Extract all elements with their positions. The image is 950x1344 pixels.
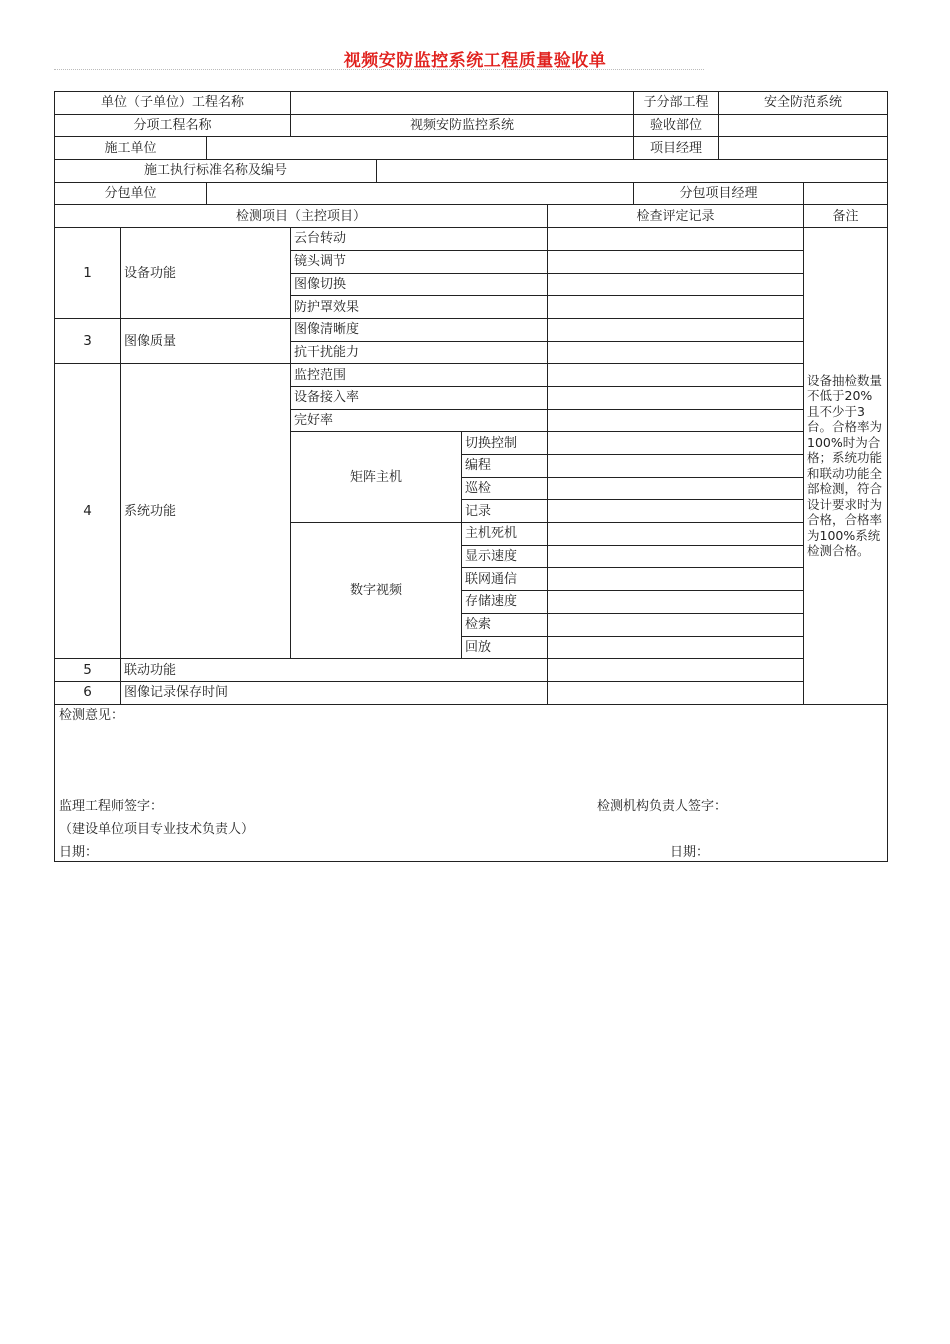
opinion-section[interactable]: [55, 704, 888, 861]
record-cell[interactable]: [548, 250, 804, 273]
project-manager-label: 项目经理: [634, 137, 719, 160]
header-row-standard: [55, 160, 888, 183]
group-name: 图像记录保存时间: [121, 681, 548, 704]
group-number: 1: [55, 228, 121, 319]
supervisor-sign-label: 监理工程师签字：: [59, 798, 164, 814]
item-label: 完好率: [291, 409, 548, 432]
record-cell[interactable]: [548, 341, 804, 364]
record-cell[interactable]: [548, 613, 804, 636]
sub-pm-value[interactable]: [804, 182, 888, 205]
item-label: 存储速度: [462, 591, 548, 614]
record-cell[interactable]: [548, 591, 804, 614]
record-cell[interactable]: [548, 386, 804, 409]
record-cell[interactable]: [548, 455, 804, 478]
opinion-label: 检测意见：: [59, 707, 125, 723]
header-row-construction: [55, 137, 888, 160]
item-label: 云台转动: [291, 228, 548, 251]
agency-sign-label: 检测机构负责人签字：: [597, 798, 728, 814]
record-cell[interactable]: [548, 273, 804, 296]
item-project-value[interactable]: 视频安防监控系统: [291, 114, 634, 137]
construction-unit-label: 施工单位: [55, 137, 207, 160]
item-label: 显示速度: [462, 545, 548, 568]
column-header-record: 检查评定记录: [548, 205, 804, 228]
unit-project-value[interactable]: [291, 92, 634, 115]
form-title: 视频安防监控系统工程质量验收单: [343, 51, 607, 71]
acceptance-part-label: 验收部位: [634, 114, 719, 137]
group-number: 5: [55, 659, 121, 682]
acceptance-part-value[interactable]: [719, 114, 888, 137]
group-number: 6: [55, 681, 121, 704]
group-name: 联动功能: [121, 659, 548, 682]
matrix-host-label: 矩阵主机: [291, 432, 462, 523]
item-label: 设备接入率: [291, 386, 548, 409]
construction-unit-value[interactable]: [207, 137, 634, 160]
item-project-label: 分项工程名称: [55, 114, 291, 137]
group-number: 3: [55, 318, 121, 363]
item-label: 编程: [462, 455, 548, 478]
group-name: 图像质量: [121, 318, 291, 363]
item-label: 检索: [462, 613, 548, 636]
record-cell[interactable]: [548, 568, 804, 591]
item-label: 巡检: [462, 477, 548, 500]
sub-division-value[interactable]: 安全防范系统: [719, 92, 888, 115]
date-left-label: 日期：: [59, 844, 99, 860]
record-cell[interactable]: [548, 318, 804, 341]
record-cell[interactable]: [548, 659, 804, 682]
record-cell[interactable]: [548, 500, 804, 523]
record-cell[interactable]: [548, 545, 804, 568]
digital-video-label: 数字视频: [291, 523, 462, 659]
standard-value[interactable]: [377, 160, 888, 183]
header-row-unit: [55, 92, 888, 115]
record-cell[interactable]: [548, 523, 804, 546]
column-header-remark: 备注: [804, 205, 888, 228]
group-number: 4: [55, 364, 121, 659]
subcontractor-value[interactable]: [207, 182, 634, 205]
title-divider: [54, 69, 704, 70]
header-row-subcontractor: [55, 182, 888, 205]
item-label: 联网通信: [462, 568, 548, 591]
record-cell[interactable]: [548, 228, 804, 251]
sub-division-label: 子分部工程: [634, 92, 719, 115]
supervisor-note: （建设单位项目专业技术负责人）: [59, 821, 255, 837]
remark-note: 设备抽检数量不低于20%且不少于3台。合格率为100%时为合格；系统功能和联动功能全部检测，符合设计要求时为合格，合格率为100%系统检测合格。: [804, 228, 888, 704]
item-label: 防护罩效果: [291, 296, 548, 319]
standard-label: 施工执行标准名称及编号: [55, 160, 377, 183]
record-cell[interactable]: [548, 477, 804, 500]
column-header-items: 检测项目（主控项目）: [55, 205, 548, 228]
unit-project-label: 单位（子单位）工程名称: [55, 92, 291, 115]
opinion-row: [55, 704, 888, 861]
project-manager-value[interactable]: [719, 137, 888, 160]
group-name: 设备功能: [121, 228, 291, 319]
item-label: 镜头调节: [291, 250, 548, 273]
record-cell[interactable]: [548, 296, 804, 319]
acceptance-form-table: [54, 91, 888, 862]
table-row: [55, 681, 888, 704]
item-label: 图像切换: [291, 273, 548, 296]
item-label: 主机死机: [462, 523, 548, 546]
table-row: [55, 318, 888, 341]
group-name: 系统功能: [121, 364, 291, 659]
subcontractor-label: 分包单位: [55, 182, 207, 205]
sub-pm-label: 分包项目经理: [634, 182, 804, 205]
record-cell[interactable]: [548, 681, 804, 704]
record-cell[interactable]: [548, 364, 804, 387]
record-cell[interactable]: [548, 409, 804, 432]
item-label: 记录: [462, 500, 548, 523]
table-row: [55, 228, 888, 251]
column-header-row: [55, 205, 888, 228]
item-label: 监控范围: [291, 364, 548, 387]
table-row: [55, 364, 888, 387]
header-row-item: [55, 114, 888, 137]
item-label: 切换控制: [462, 432, 548, 455]
date-right-label: 日期：: [670, 844, 710, 860]
item-label: 抗干扰能力: [291, 341, 548, 364]
item-label: 图像清晰度: [291, 318, 548, 341]
item-label: 回放: [462, 636, 548, 659]
record-cell[interactable]: [548, 432, 804, 455]
table-row: [55, 659, 888, 682]
record-cell[interactable]: [548, 636, 804, 659]
